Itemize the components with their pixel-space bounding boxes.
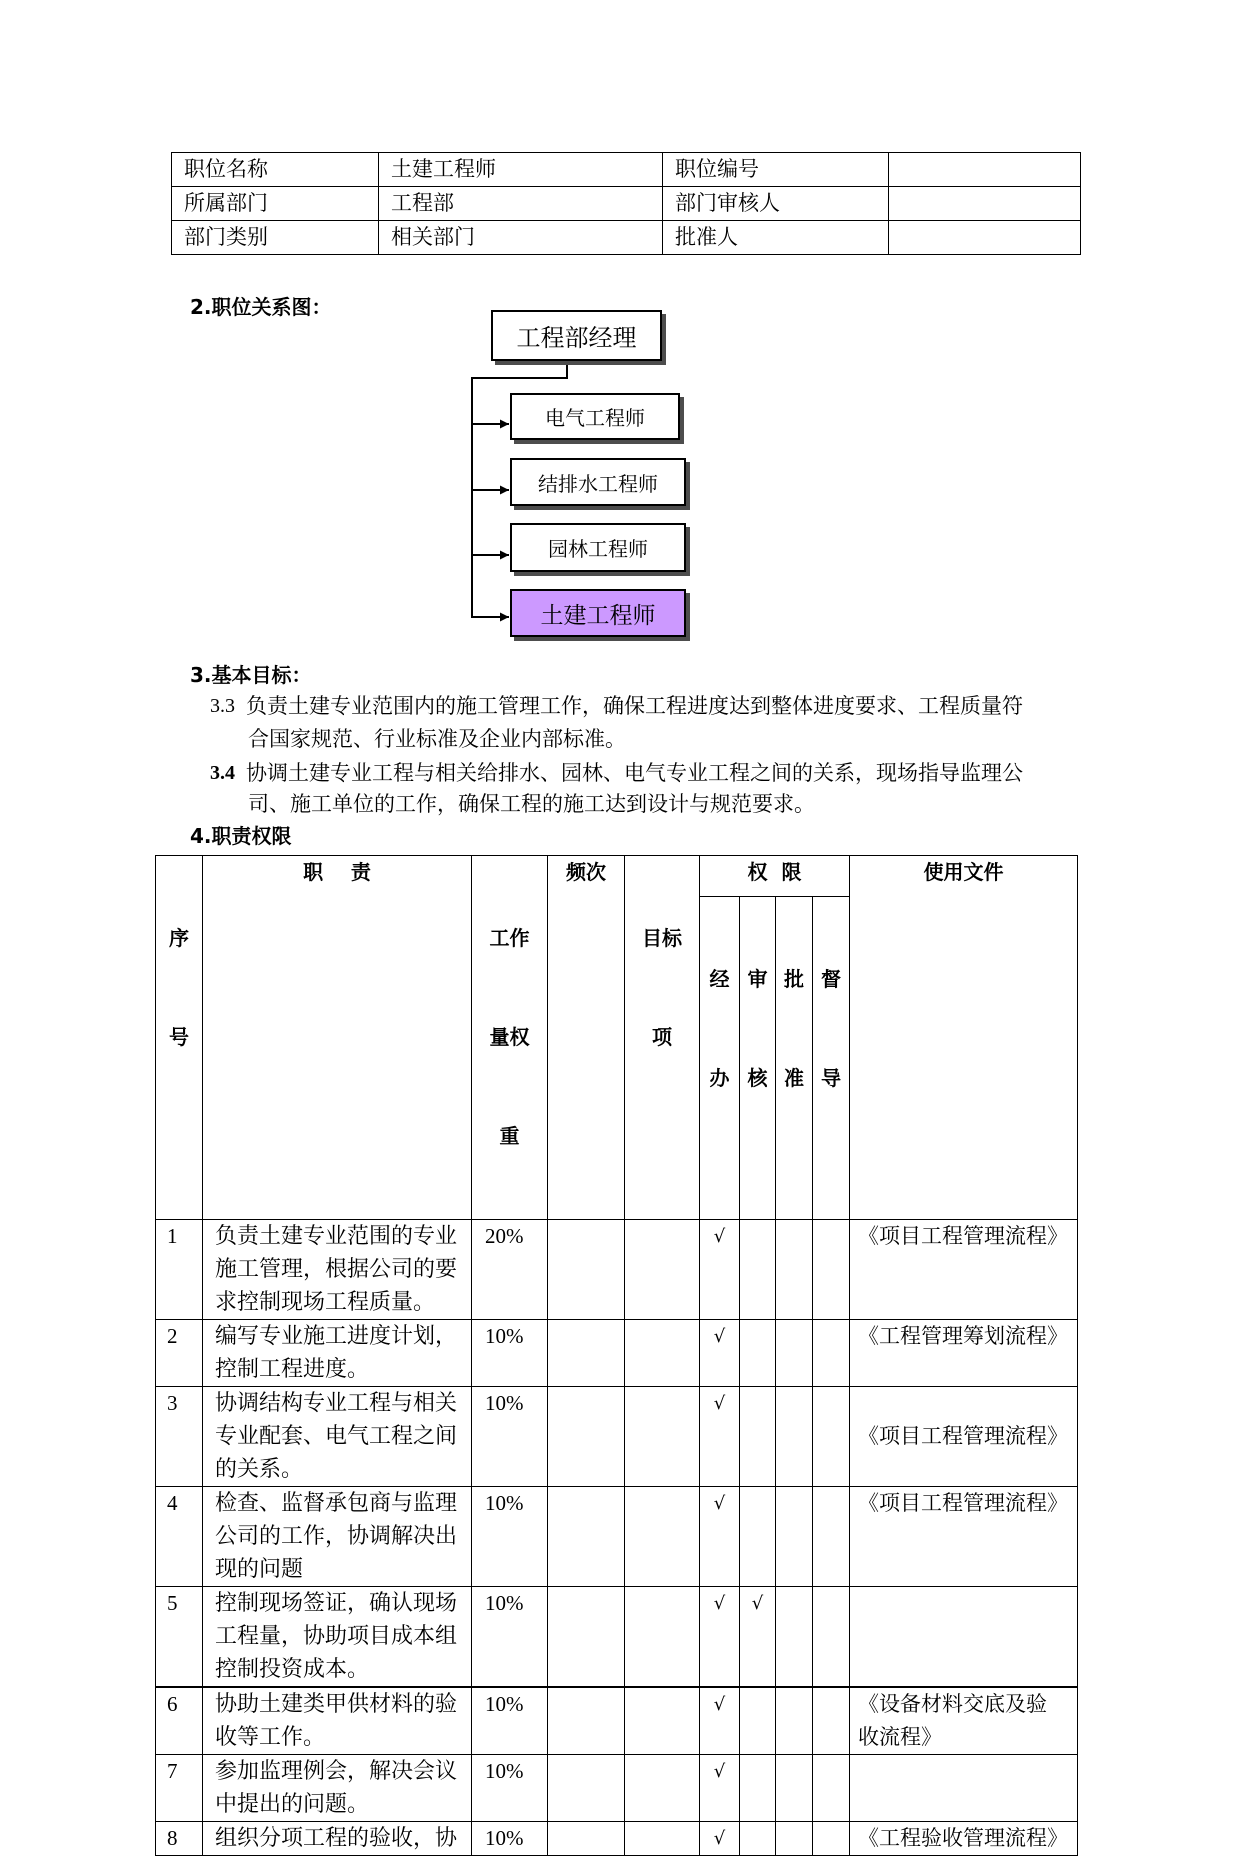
header-row [156,856,1078,897]
authority-approve-cell [776,1220,813,1320]
authority-approve-cell [776,1320,813,1387]
info-value: 相关部门 [379,221,663,255]
duty-line: 公司的工作，协调解决出 [215,1524,458,1549]
authority-supervise-cell [813,1220,850,1320]
info-label: 职位编号 [663,153,889,187]
authority-review-cell [740,1220,776,1320]
target-cell [625,1587,700,1688]
org-box-label: 电气工程师 [545,406,645,430]
header-duty: 职 责 [203,856,472,1220]
authority-approve-cell [776,1387,813,1487]
info-value: 土建工程师 [379,153,663,187]
authority-handle-cell: √ [700,1822,740,1856]
authority-handle-cell: √ [700,1387,740,1487]
header-weight [472,856,548,1220]
objective-number: 3.3 [210,695,235,717]
duty-description [203,1587,472,1688]
frequency-cell [548,1320,625,1387]
header-documents: 使用文件 [850,856,1078,1220]
header-text: 号 [169,1025,189,1049]
workload-weight: 10% [472,1822,548,1856]
authority-approve-cell [776,1755,813,1822]
row-number: 1 [156,1220,203,1320]
duty-line: 协调结构专业工程与相关 [215,1391,458,1416]
row-number: 2 [156,1320,203,1387]
reference-documents [850,1487,1078,1587]
objective-text-line: 合国家规范、行业标准及企业内部标准。 [248,727,626,751]
duty-line: 现的问题 [215,1557,304,1582]
duty-row [156,1755,1078,1822]
duty-row [156,1487,1078,1587]
reference-documents [850,1387,1078,1487]
workload-weight: 10% [472,1755,548,1822]
row-number: 5 [156,1587,203,1688]
reference-documents [850,1587,1078,1688]
target-cell [625,1220,700,1320]
org-box-landscape-engineer [510,523,686,572]
authority-supervise-cell [813,1755,850,1822]
objective-text-line: 司、施工单位的工作，确保工程的施工达到设计与规范要求。 [248,792,815,816]
workload-weight: 20% [472,1220,548,1320]
org-box-label: 土建工程师 [540,602,656,629]
objective-text-line: 负责土建专业范围内的施工管理工作，确保工程进度达到整体进度要求、工程质量符 [246,694,1023,718]
authority-handle-cell: √ [700,1587,740,1688]
objective-number: 3.4 [210,762,235,784]
workload-weight: 10% [472,1687,548,1755]
authority-supervise-cell [813,1487,850,1587]
org-box-label: 园林工程师 [548,537,648,561]
reference-documents [850,1822,1078,1856]
duty-line: 控制现场签证，确认现场 [215,1591,458,1616]
duty-line: 参加监理例会，解决会议 [215,1759,458,1784]
document-line: 《项目工程管理流程》 [858,1424,1068,1448]
frequency-cell [548,1220,625,1320]
header-text: 序 [169,926,189,950]
header-text: 批 [784,967,804,992]
authority-handle-cell: √ [700,1687,740,1755]
workload-weight: 10% [472,1487,548,1587]
header-text: 核 [747,1066,768,1091]
authority-handle-cell: √ [700,1220,740,1320]
duty-line: 检查、监督承包商与监理 [215,1491,458,1516]
duty-description [203,1755,472,1822]
authority-handle-cell: √ [700,1487,740,1587]
reference-documents [850,1687,1078,1755]
authority-supervise-cell [813,1387,850,1487]
workload-weight: 10% [472,1387,548,1487]
header-text: 督 [821,967,841,992]
document-line: 收流程》 [858,1725,942,1749]
authority-approve-cell [776,1587,813,1688]
duty-line: 收等工作。 [215,1725,326,1750]
duty-line: 求控制现场工程质量。 [215,1290,436,1315]
header-text: 经 [709,967,730,992]
authority-supervise-cell [813,1687,850,1755]
duty-description [203,1487,472,1587]
info-label: 部门类别 [172,221,379,255]
duty-row [156,1220,1078,1320]
header-text: 导 [821,1066,841,1091]
duty-description [203,1320,472,1387]
header-authority-supervise [813,897,850,1220]
authority-review-cell [740,1320,776,1387]
authority-review-cell [740,1487,776,1587]
authority-review-cell [740,1387,776,1487]
row-number: 8 [156,1822,203,1856]
header-authority-approve [776,897,813,1220]
header-text: 重 [499,1124,520,1148]
objective-text-line: 协调土建专业工程与相关给排水、园林、电气专业工程之间的关系，现场指导监理公 [246,761,1023,785]
authority-review-cell: √ [740,1587,776,1688]
reference-documents [850,1755,1078,1822]
target-cell [625,1487,700,1587]
reference-documents [850,1220,1078,1320]
authority-review-cell [740,1687,776,1755]
frequency-cell [548,1387,625,1487]
target-cell [625,1755,700,1822]
duty-authority-table [155,855,1078,1856]
duty-description [203,1220,472,1320]
section-heading-org-chart: 2.职位关系图： [190,295,332,319]
authority-approve-cell [776,1822,813,1856]
header-text: 审 [747,967,768,992]
header-target [625,856,700,1220]
header-text: 量权 [489,1025,530,1049]
duty-line: 协助土建类甲供材料的验 [215,1692,458,1717]
duty-description [203,1387,472,1487]
header-text: 办 [709,1066,730,1091]
header-authority-review [740,897,776,1220]
header-number [156,856,203,1220]
authority-supervise-cell [813,1587,850,1688]
row-number: 3 [156,1387,203,1487]
row-number: 4 [156,1487,203,1587]
duty-description [203,1822,472,1856]
authority-supervise-cell [813,1822,850,1856]
frequency-cell [548,1822,625,1856]
authority-supervise-cell [813,1320,850,1387]
duty-line: 工程量，协助项目成本组 [215,1624,458,1649]
authority-handle-cell: √ [700,1755,740,1822]
info-value: 工程部 [379,187,663,221]
frequency-cell [548,1687,625,1755]
info-label: 批准人 [663,221,889,255]
duty-line: 负责土建专业范围的专业 [215,1224,458,1249]
duty-line: 控制投资成本。 [215,1657,370,1682]
authority-handle-cell: √ [700,1320,740,1387]
org-box-label: 工程部经理 [516,324,637,352]
duty-line: 专业配套、电气工程之间 [215,1424,458,1449]
target-cell [625,1687,700,1755]
duty-line: 控制工程进度。 [215,1357,370,1382]
workload-weight: 10% [472,1587,548,1688]
authority-review-cell [740,1755,776,1822]
document-line: 《工程验收管理流程》 [858,1826,1068,1850]
workload-weight: 10% [472,1320,548,1387]
row-number: 6 [156,1687,203,1755]
document-line: 《工程管理筹划流程》 [858,1324,1068,1348]
info-label: 所属部门 [172,187,379,221]
header-frequency: 频次 [548,856,625,1220]
duty-row [156,1387,1078,1487]
duty-row [156,1822,1078,1856]
section-heading-duties: 4.职责权限 [190,824,292,848]
header-text: 工作 [489,926,530,950]
duty-line: 的关系。 [215,1457,304,1482]
duty-description [203,1687,472,1755]
header-authority: 权 限 [700,856,850,897]
duty-line: 编写专业施工进度计划， [215,1324,458,1349]
frequency-cell [548,1755,625,1822]
target-cell [625,1387,700,1487]
section-heading-objectives: 3.基本目标： [190,663,312,687]
duty-row [156,1587,1078,1688]
document-line: 《项目工程管理流程》 [858,1224,1068,1248]
duty-line: 组织分项工程的验收，协 [215,1826,458,1851]
header-authority-handle [700,897,740,1220]
org-box-electrical-engineer [510,393,680,440]
header-text: 项 [652,1025,672,1049]
target-cell [625,1822,700,1856]
duty-line: 中提出的问题。 [215,1792,370,1817]
org-box-plumbing-engineer [510,458,686,506]
duty-row [156,1320,1078,1387]
duty-row [156,1687,1078,1755]
duty-line: 施工管理，根据公司的要 [215,1257,458,1282]
org-box-manager [491,310,662,361]
info-label: 部门审核人 [663,187,889,221]
info-label: 职位名称 [172,153,379,187]
authority-approve-cell [776,1487,813,1587]
frequency-cell [548,1487,625,1587]
header-text: 准 [784,1066,804,1091]
reference-documents [850,1320,1078,1387]
authority-review-cell [740,1822,776,1856]
frequency-cell [548,1587,625,1688]
row-number: 7 [156,1755,203,1822]
org-box-label: 结排水工程师 [538,471,658,496]
org-box-civil-engineer [510,589,686,637]
document-line: 《设备材料交底及验 [858,1692,1047,1716]
document-line: 《项目工程管理流程》 [858,1491,1068,1515]
target-cell [625,1320,700,1387]
authority-approve-cell [776,1687,813,1755]
header-text: 目标 [642,926,682,950]
